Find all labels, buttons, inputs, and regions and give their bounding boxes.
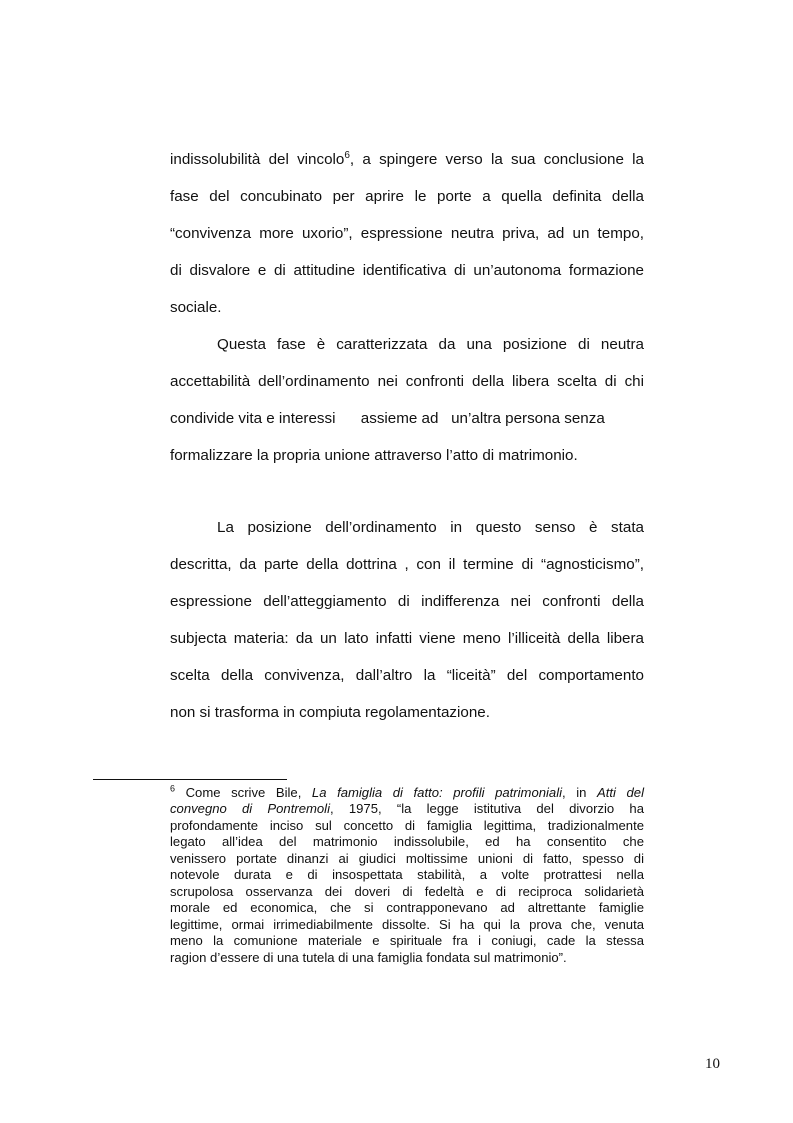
page-number: 10 — [705, 1056, 720, 1072]
text-segment: indissolubilità del vincolo — [170, 151, 345, 168]
footnote-line-3: profondamente inciso sul concetto di famiglia legittima, tradizionalmente — [170, 818, 644, 833]
paragraph-1-line-3: “convivenza more uxorio”, espressione neutra priva, ad un tempo, — [170, 225, 644, 242]
paragraph-3-line-3: espressione dell’atteggiamento di indifferenza nei confronti della — [170, 593, 644, 610]
footnote-line-5: venissero portate dinanzi ai giudici moltissime unioni di fatto, spesso di — [170, 851, 644, 866]
paragraph-1-line-1 — [170, 150, 644, 170]
cited-title: convegno di Pontremoli — [170, 801, 331, 816]
footnote-line-7: scrupolosa osservanza dei doveri di fedeltà e di reciproca solidarietà — [170, 884, 644, 899]
footnote-line-4: legato all’idea del matrimonio indissolubile, ed ha consentito che — [170, 834, 644, 849]
paragraph-1-line-5: sociale. — [170, 299, 222, 316]
cited-title: La famiglia di fatto: profili patrimoniali — [311, 785, 563, 800]
cited-title: Atti del — [597, 785, 644, 800]
footnote-number: 6 — [170, 783, 176, 794]
paragraph-3-line-5: scelta della convivenza, dall’altro la “liceità” del comportamento — [170, 667, 644, 684]
paragraph-2-line-1: Questa fase è caratterizzata da una posizione di neutra — [217, 336, 644, 353]
paragraph-3-line-1: La posizione dell’ordinamento in questo senso è stata — [217, 519, 644, 536]
footnote-line-1 — [170, 785, 644, 801]
text-segment: , 1975, “la legge istitutiva del divorzio ha — [330, 801, 644, 816]
paragraph-2-line-2: accettabilità dell’ordinamento nei confronti della libera scelta di chi — [170, 373, 644, 390]
footnote-line-8: morale ed economica, che si contrapponevano ad altrettante famiglie — [170, 900, 644, 915]
paragraph-2-line-4: formalizzare la propria unione attraverso l’atto di matrimonio. — [170, 447, 578, 464]
footnote-reference[interactable]: 6 — [344, 149, 350, 161]
footnote-line-9: legittime, ormai irrimediabilmente dissolte. Si ha qui la prova che, venuta — [170, 917, 644, 932]
paragraph-2-line-3: condivide vita e interessi assieme ad un’altra persona senza — [170, 410, 605, 427]
paragraph-3-line-2: descritta, da parte della dottrina , con il termine di “agnosticismo”, — [170, 556, 644, 573]
text-segment: Come scrive Bile, — [175, 785, 312, 800]
paragraph-3-line-6: non si trasforma in compiuta regolamentazione. — [170, 704, 490, 721]
footnote-line-10: meno la comunione materiale e spirituale fra i coniugi, cade la stessa — [170, 933, 644, 948]
paragraph-1-line-2: fase del concubinato per aprire le porte a quella definita della — [170, 188, 644, 205]
footnote-separator — [93, 779, 287, 780]
text-segment: , in — [562, 785, 598, 800]
paragraph-3-line-4: subjecta materia: da un lato infatti viene meno l’illiceità della libera — [170, 630, 644, 647]
footnote-line-6: notevole durata e di insospettata stabilità, a volte protrattesi nella — [170, 867, 644, 882]
footnote-line-2 — [170, 801, 644, 817]
text-segment: , a spingere verso la sua conclusione la — [349, 151, 644, 168]
paragraph-1-line-4: di disvalore e di attitudine identificativa di un’autonoma formazione — [170, 262, 644, 279]
footnote-line-11: ragion d’essere di una tutela di una famiglia fondata sul matrimonio”. — [170, 950, 567, 965]
